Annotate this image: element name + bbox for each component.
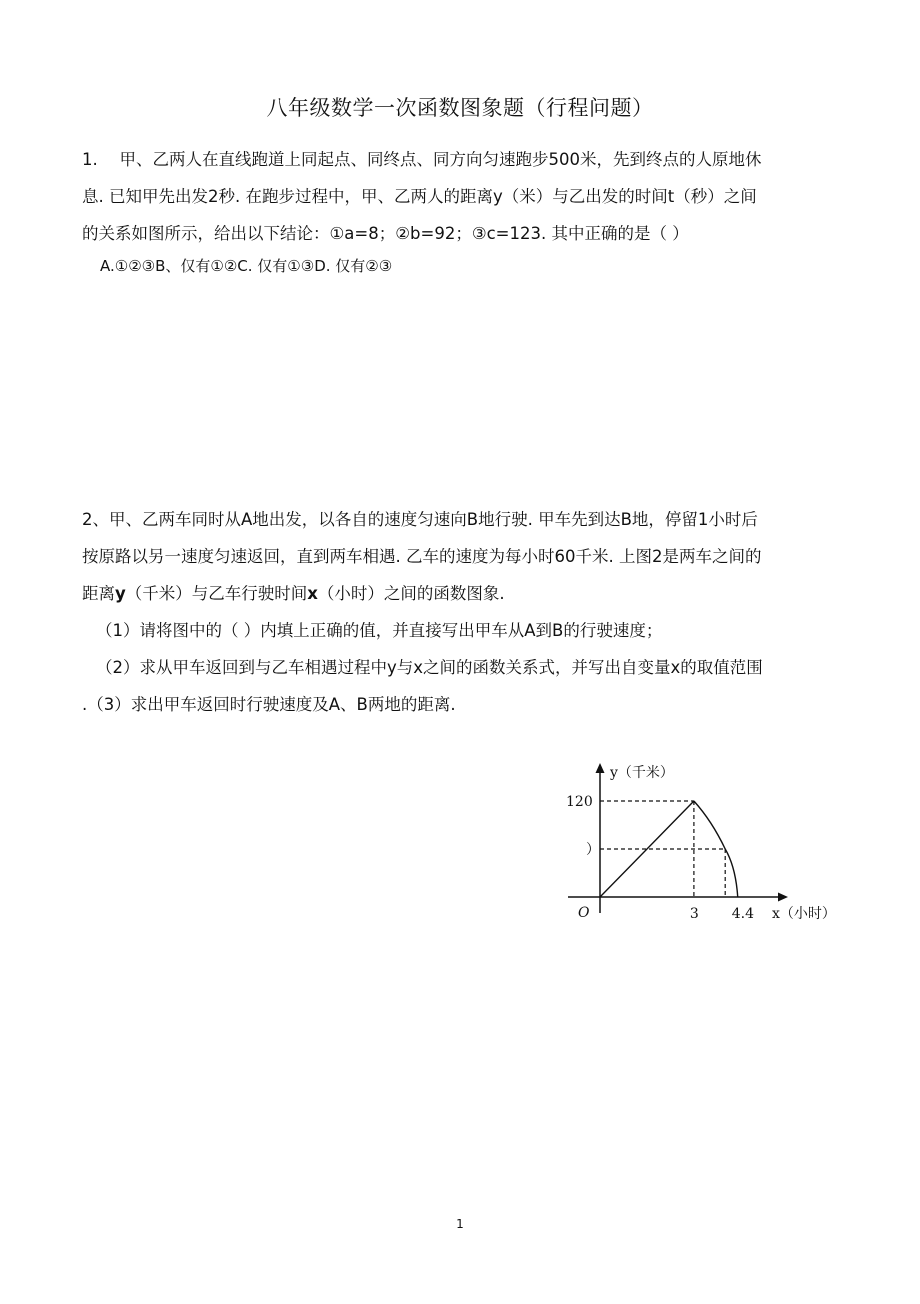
distance-time-graph	[560, 755, 860, 935]
y-tick-label-0: 120	[566, 794, 593, 810]
q1-options: A.①②③B、仅有①②C. 仅有①③D. 仅有②③	[100, 257, 393, 275]
y-tick-label-1: ）	[586, 842, 600, 858]
x-tick-label-0: 3	[689, 906, 699, 922]
question-2	[82, 501, 842, 723]
q2-line-2: 按原路以另一速度匀速返回，直到两车相遇. 乙车的速度为每小时60千米. 上图2是两车之间的	[82, 547, 762, 566]
page-number: 1	[456, 1217, 464, 1231]
q1-line-2: 息. 已知甲先出发2秒. 在跑步过程中，甲、乙两人的距离y（米）与乙出发的时间t（秒）之间	[82, 187, 757, 206]
q2-sub-3: .（3）求出甲车返回时行驶速度及A、B两地的距离.	[82, 695, 456, 714]
q2-sub-1: （1）请将图中的（ ）内填上正确的值，并直接写出甲车从A到B的行驶速度；	[96, 621, 663, 640]
q2-line-3	[82, 575, 842, 612]
question-1	[82, 141, 842, 252]
q2-sub-2: （2）求从甲车返回到与乙车相遇过程中y与x之间的函数关系式，并写出自变量x的取值范围	[96, 658, 763, 677]
q1-line-1: 1. 甲、乙两人在直线跑道上同起点、同终点、同方向匀速跑步500米，先到终点的人原地休	[82, 150, 762, 169]
origin-label: O	[578, 905, 590, 921]
y-axis-label: y（千米）	[610, 765, 674, 781]
chart-marks	[566, 794, 754, 922]
q1-line-3: 的关系如图所示，给出以下结论：①a=8；②b=92；③c=123. 其中正确的是（ ）	[82, 224, 689, 243]
x-tick-label-1: 4.4	[731, 906, 754, 922]
y-axis-arrow	[596, 763, 605, 773]
chart-svg	[560, 755, 860, 935]
q2-line-3-b: （千米）与乙车行驶时间	[125, 584, 308, 603]
q2-line-3-c: （小时）之间的函数图象.	[317, 584, 505, 603]
x-axis-label: x（小时）	[772, 906, 836, 922]
q2-var-y: y	[115, 584, 126, 603]
q2-line-1: 2、甲、乙两车同时从A地出发，以各自的速度匀速向B地行驶. 甲车先到达B地，停留1小时后	[82, 510, 758, 529]
x-axis-arrow	[778, 893, 788, 902]
q2-var-x: x	[307, 584, 318, 603]
q2-line-3-a: 距离	[82, 584, 115, 603]
page-title: 八年级数学一次函数图象题（行程问题）	[266, 96, 654, 120]
